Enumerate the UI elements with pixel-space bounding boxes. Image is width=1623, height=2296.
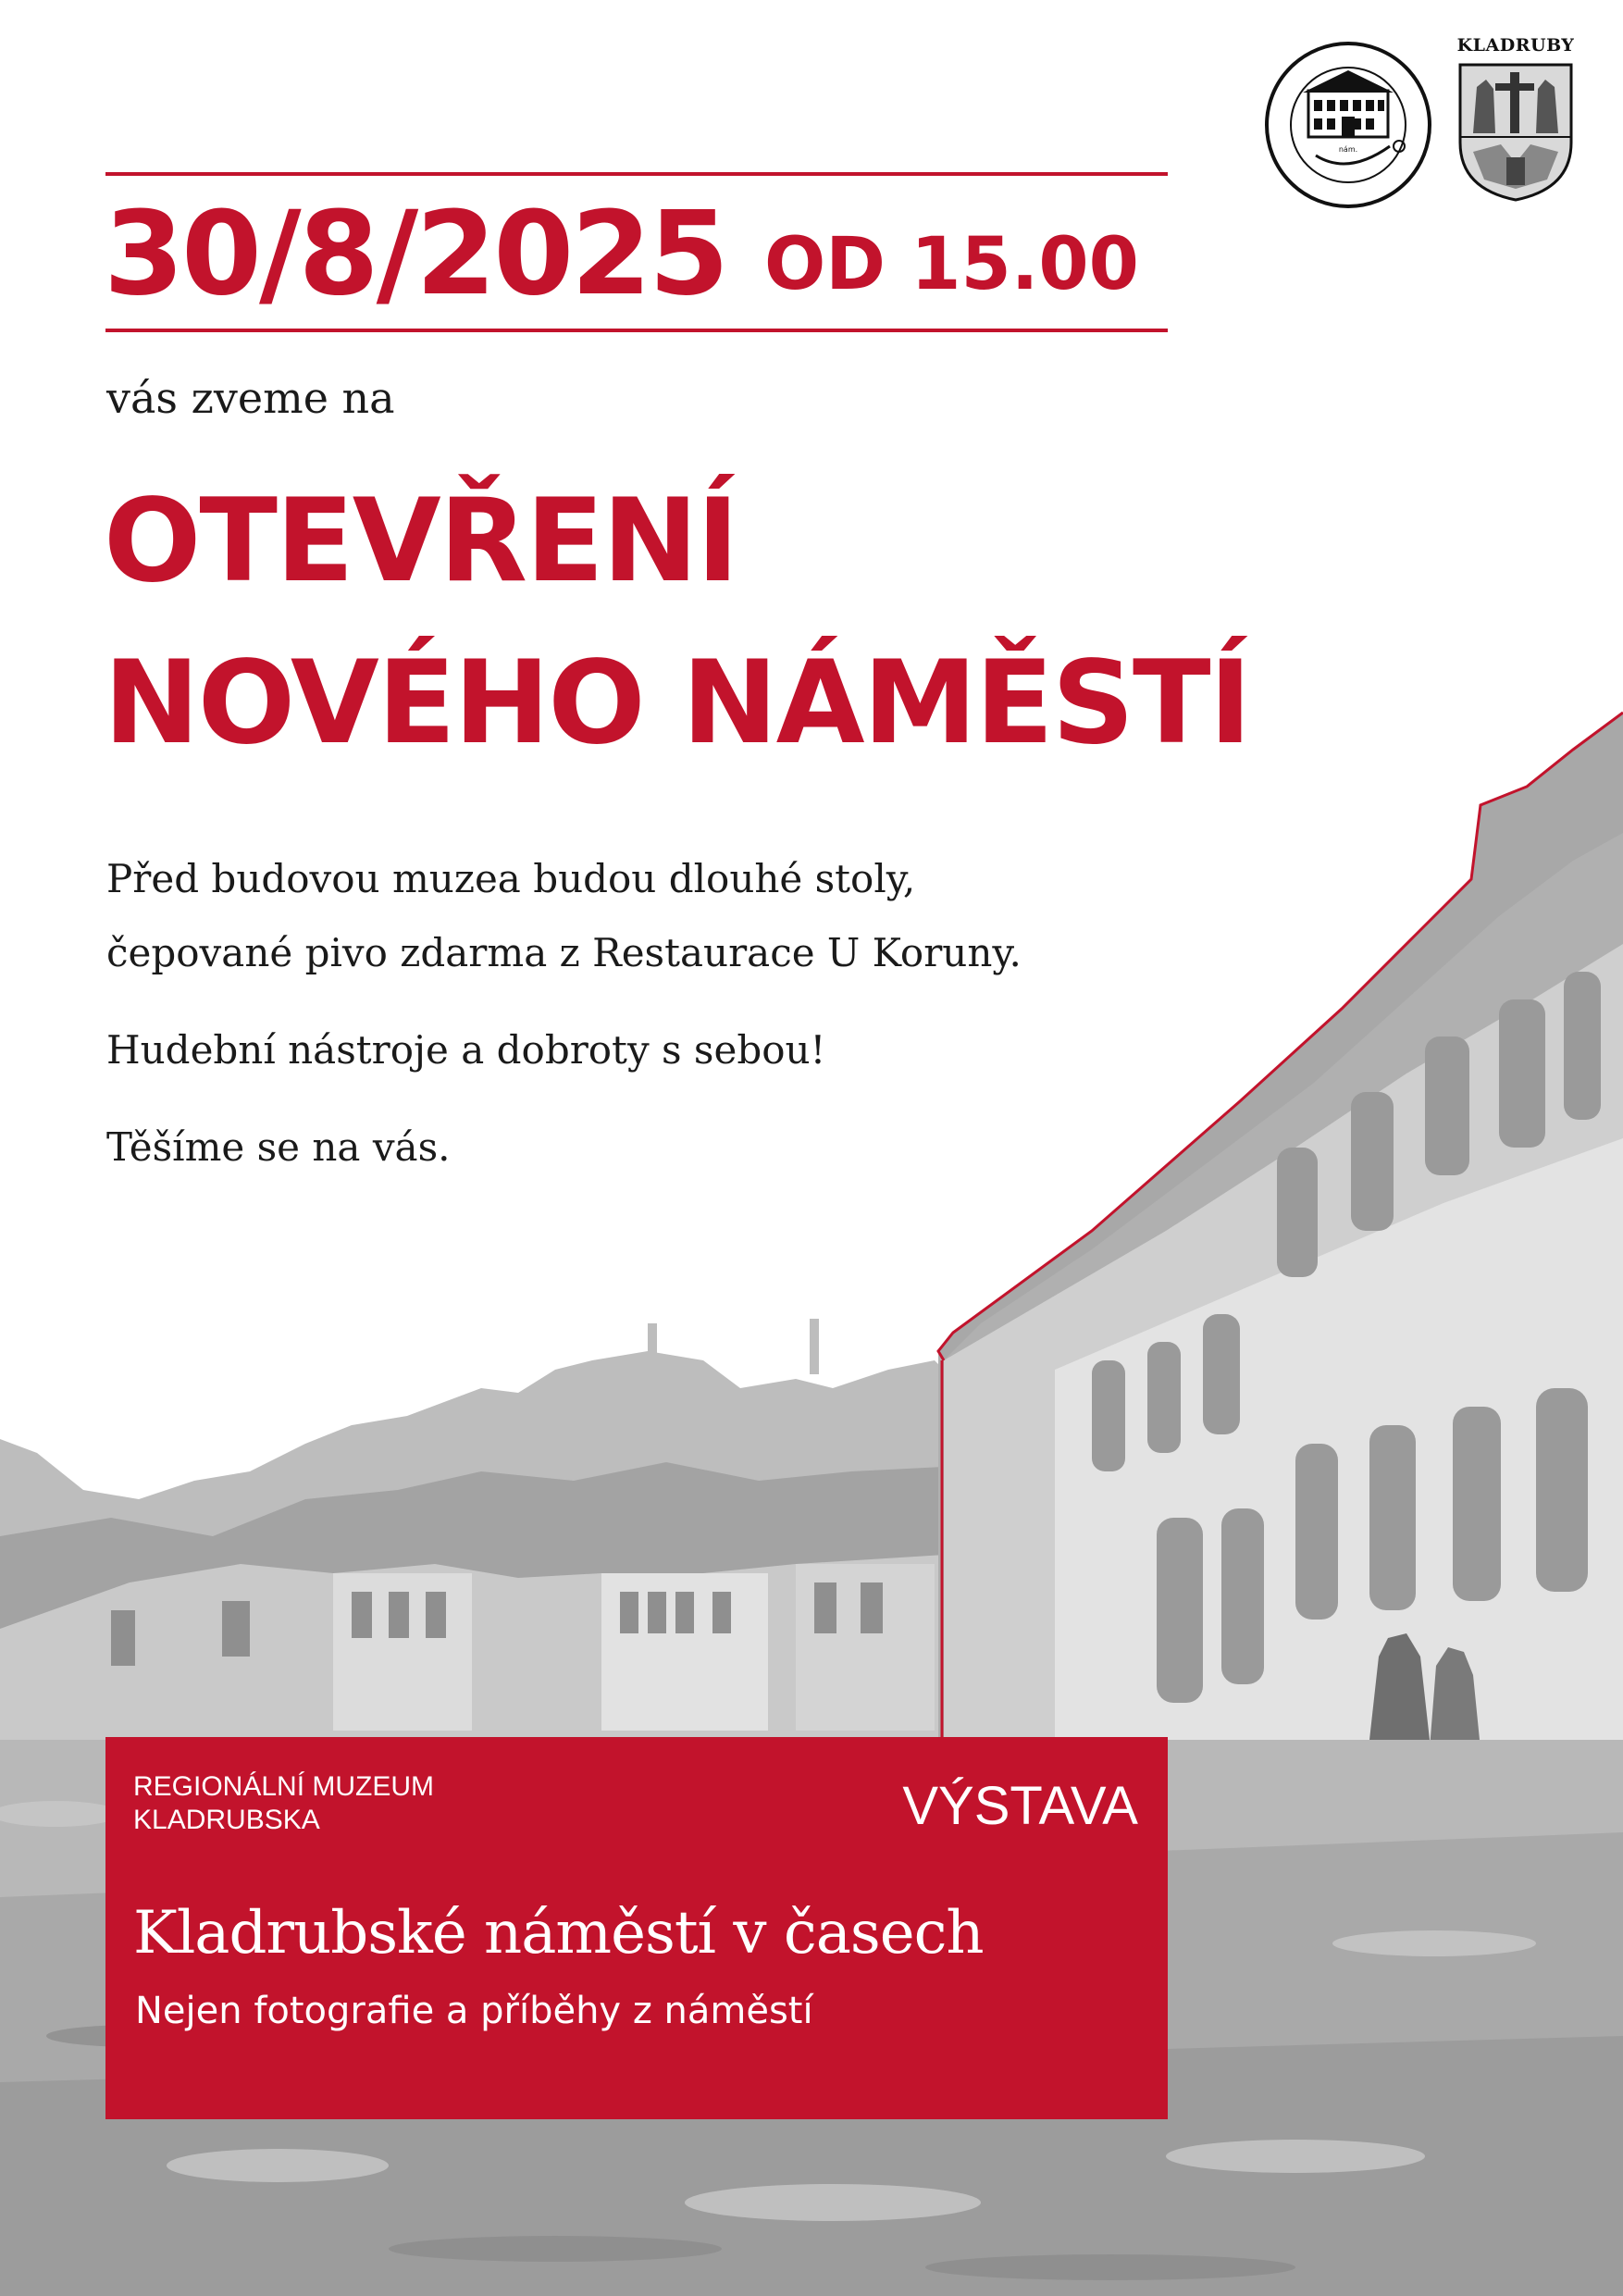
town-crest-label: KLADRUBY (1456, 35, 1575, 56)
description-line-2: čepované pivo zdarma z Restaurace U Koruny. (106, 930, 1022, 975)
event-date: 30/8/2025 (104, 187, 727, 321)
invite-line: vás zveme na (106, 373, 395, 423)
exhibition-box (105, 1737, 1168, 2119)
description-line-1: Před budovou muzea budou dlouhé stoly, (106, 856, 916, 901)
exhibition-label: VÝSTAVA (902, 1776, 1138, 1836)
date-rule-bottom (105, 329, 1168, 332)
headline-line-2: NOVÉHO NÁMĚSTÍ (104, 637, 1250, 770)
description-line-4: Těšíme se na vás. (106, 1124, 451, 1170)
exhibition-subtitle: Nejen fotografie a příběhy z náměstí (135, 1990, 813, 2032)
town-crest-logo (1455, 59, 1577, 204)
exhibition-title: Kladrubské náměstí v časech (133, 1899, 984, 1967)
museum-name-line-1: REGIONÁLNÍ MUZEUM (133, 1771, 435, 1802)
svg-text:nám.: nám. (1338, 145, 1358, 154)
town-crest-block (1451, 35, 1580, 205)
event-time: OD 15.00 (764, 223, 1139, 306)
museum-seal-logo (1260, 37, 1436, 213)
headline-line-1: OTEVŘENÍ (104, 475, 737, 608)
museum-name-line-2: KLADRUBSKA (133, 1805, 320, 1835)
description-line-3: Hudební nástroje a dobroty s sebou! (106, 1027, 826, 1073)
date-rule-top (105, 172, 1168, 176)
